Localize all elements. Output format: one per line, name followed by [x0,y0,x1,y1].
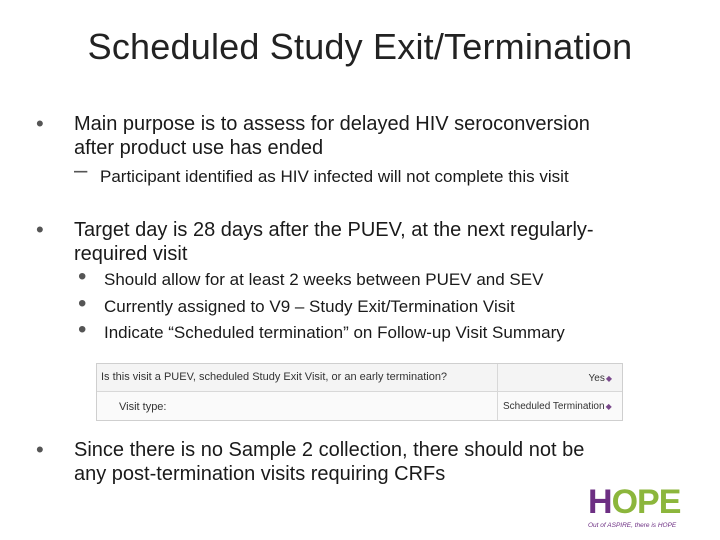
visit-type-select[interactable] [503,401,612,412]
hope-logo-tagline: Out of ASPIRE, there is HOPE [588,522,677,529]
dropdown-arrow-icon: ◆ [605,402,612,411]
bullet-2-text [74,218,696,266]
bullet-1-line1: Main purpose is to assess for delayed HIV seroconversion [74,113,590,135]
form-divider [497,364,498,420]
visit-type-label: Visit type: [119,401,167,413]
bullet-3-text [74,438,696,486]
logo-letters-pe: PE [637,483,681,521]
slide-title: Scheduled Study Exit/Termination [87,26,633,67]
sub-bullet-text: Should allow for at least 2 weeks between PUEV and SEV [104,270,544,289]
visit-type-value: Scheduled Termination [503,401,605,412]
bullet-dot: • [78,316,87,343]
form-question-label: Is this visit a PUEV, scheduled Study Exit Visit, or an early termination? [101,371,448,383]
bullet-dot: • [78,290,87,317]
bullet-3-line1: Since there is no Sample 2 collection, there should not be [74,439,585,461]
logo-letter-o: O [611,483,638,521]
bullet-1-text [74,112,696,160]
form-answer-select[interactable] [589,373,612,384]
hope-logo-wordmark [588,484,680,520]
sub-bullet-text: Indicate “Scheduled termination” on Follow-up Visit Summary [104,323,565,342]
form-answer-value: Yes [588,373,605,384]
sub-bullet-text: Participant identified as HIV infected will not complete this visit [100,167,569,186]
bullet-1-line2: after product use has ended [74,137,324,159]
dash-marker: – [74,157,88,184]
bullet-dot: • [78,263,87,290]
bullet-dot: • [36,217,44,242]
form-row-question [97,364,622,392]
bullet-2-line2: required visit [74,243,188,265]
visit-summary-form [96,363,623,421]
bullet-dot: • [36,437,44,462]
form-row-visit-type [97,392,622,419]
dropdown-arrow-icon: ◆ [605,374,612,383]
bullet-2-line1: Target day is 28 days after the PUEV, at the next regularly- [74,219,594,241]
bullet-dot: • [36,111,44,136]
hope-logo [588,484,708,534]
bullet-3-line2: any post-termination visits requiring CRFs [74,463,446,485]
sub-bullet-text: Currently assigned to V9 – Study Exit/Termination Visit [104,297,515,316]
logo-letter-h: H [588,483,612,521]
